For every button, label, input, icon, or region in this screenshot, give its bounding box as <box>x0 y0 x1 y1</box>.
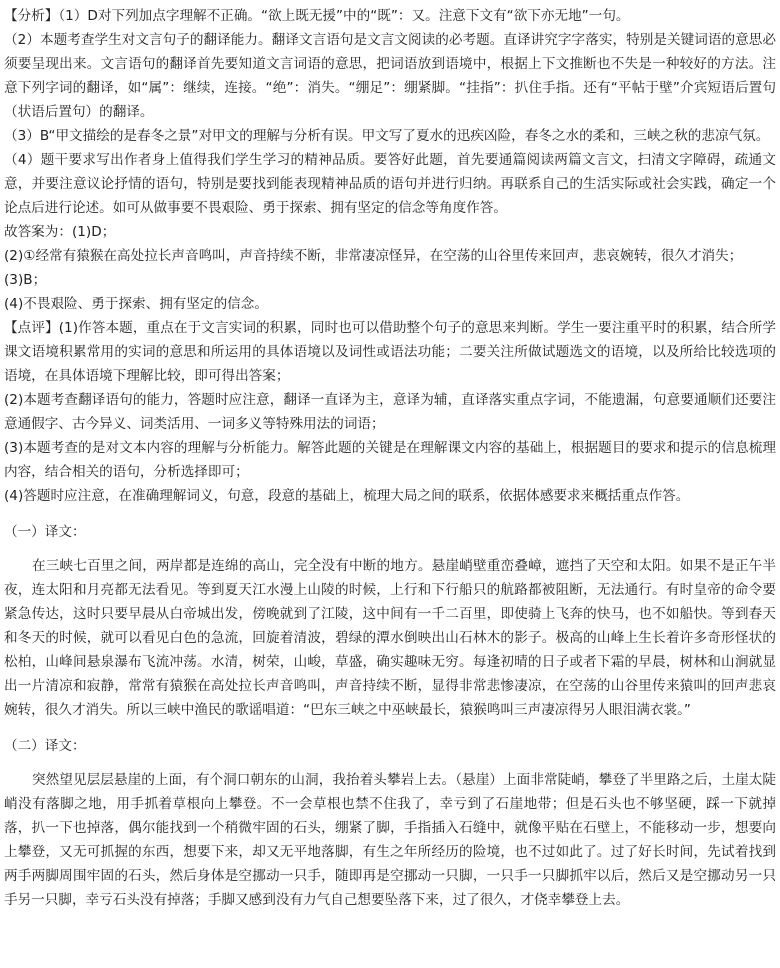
translation-2-body: 突然望见层层悬崖的上面，有个洞口朝东的山洞，我抬着头攀岩上去。（悬崖）上面非常陡峭，攀登了半里路之后，土崖太陡峭没有落脚之地，用手抓着草根向上攀登。不一会草根也禁不住我了，幸亏到了石崖地带；但是石头也不够坚硬，踩一下就掉落，扒一下也掉落，偶尔能找到一个稍微牢固的石头，绷紧了脚，手指插入石缝中，就像平贴在石壁上，不能移动一步，想要向上攀登，又无可抓握的东西，想要下来，却又无平地落脚，有生之年所经历的险境，也不过如此了。过了好长时间，先试着找到两手两脚周围牢固的石头，然后身体是空挪动一只手，随即再是空挪动一只脚，一只手一只脚抓牢以后，然后又是空挪动另一只手另一只脚，幸亏石头没有掉落；手脚又感到没有力气自己想要坠落下来，过了很久，才侥幸攀登上去。 <box>4 772 776 908</box>
comment-paragraph-3: (3)本题考查的是对文本内容的理解与分析能力。解答此题的关键是在理解课文内容的基础上，根据题目的要求和提示的信息梳理内容，结合相关的语句，分析选择即可； <box>4 440 776 480</box>
comment-paragraph-4: (4)答题时应注意，在准确理解词义，句意，段意的基础上，梳理大局之间的联系，依据体感要求来概括重点作答。 <box>4 488 690 504</box>
answer-3: (3)B； <box>4 272 47 288</box>
answer-4: (4)不畏艰险、勇于探索、拥有坚定的信念。 <box>4 296 268 312</box>
analysis-paragraph-1: 【分析】（1）D对下列加点字理解不正确。“欲上既无援”中的“既”：又。注意下文有“欲下亦无地”一句。 <box>4 8 630 24</box>
comment-paragraph-2: (2)本题考查翻译语句的能力，答题时应注意，翻译一直译为主，意译为辅，直译落实重点字词，不能遗漏，句意要通顺们还要注意通假字、古今异义、词类活用、一词多义等特殊用法的词语； <box>4 392 776 432</box>
translation-1-heading: （一）译文： <box>4 524 86 540</box>
analysis-paragraph-4: （4）题干要求写出作者身上值得我们学生学习的精神品质。要答好此题，首先要通篇阅读两篇文言文，扫清文字障碍，疏通文意，并要注意议论抒情的语句，特别是要找到能表现精神品质的语句并进行归纳。再联系自己的生活实际或社会实践，确定一个论点后进行论述。如可从做事要不畏艰险、勇于探索、拥有坚定的信念等角度作答。 <box>4 152 776 216</box>
comment-paragraph-1: 【点评】(1)作答本题，重点在于文言实词的积累，同时也可以借助整个句子的意思来判断。学生一要注重平时的积累，结合所学课文语境积累常用的实词的意思和所运用的具体语境以及词性或语法功能；二要关注所做试题选文的语境，以及所给比较选项的语境，在具体语境下理解比较，即可得出答案； <box>4 320 776 384</box>
analysis-paragraph-2: （2）本题考查学生对文言句子的翻译能力。翻译文言语句是文言文阅读的必考题。直译讲究字字落实，特别是关键词语的意思必须要呈现出来。文言语句的翻译首先要知道文言词语的意思，把词语放到语境中，根据上下文推断也不失是一种较好的方法。注意下列字词的翻译，如“属”：继续，连接。“绝”：消失。“绷足”：绷紧脚。“挂指”：扒住手指。还有“平帖于壁”介宾短语后置句（状语后置句）的翻译。 <box>4 32 776 120</box>
translation-2-heading: （二）译文： <box>4 738 86 754</box>
answer-intro: 故答案为：(1)D； <box>4 224 116 240</box>
answer-2: (2)①经常有猿猴在高处拉长声音鸣叫，声音持续不断，非常凄凉怪异，在空荡的山谷里传来回声，悲哀婉转，很久才消失； <box>4 248 743 264</box>
translation-1-body: 在三峡七百里之间，两岸都是连绵的高山，完全没有中断的地方。悬崖峭壁重峦叠嶂，遮挡了天空和太阳。如果不是正午半夜，连太阳和月亮都无法看见。等到夏天江水漫上山陵的时候，上行和下行船只的航路都被阻断，无法通行。有时皇帝的命令要紧急传达，这时只要早晨从白帝城出发，傍晚就到了江陵，这中间有一千二百里，即使骑上飞奔的快马，也不如船快。等到春天和冬天的时候，就可以看见白色的急流，回旋着清波，碧绿的潭水倒映出山石林木的影子。极高的山峰上生长着许多奇形怪状的松柏，山峰间悬泉瀑布飞流冲荡。水清，树荣，山峻，草盛，确实趣味无穷。每逢初晴的日子或者下霜的早晨，树林和山涧就显出一片清凉和寂静，常常有猿猴在高处拉长声音鸣叫，声音持续不断，显得非常悲惨凄凉，在空荡的山谷里传来猿叫的回声悲哀婉转，很久才消失。所以三峡中渔民的歌谣唱道：“巴东三峡之中巫峡最长，猿猴鸣叫三声凄凉得另人眼泪满衣裳。” <box>4 558 776 718</box>
analysis-paragraph-3: （3）B“甲文描绘的是春冬之景”对甲文的理解与分析有误。甲文写了夏水的迅疾凶险，春冬之水的柔和，三峡之秋的悲凉气氛。 <box>4 128 770 144</box>
